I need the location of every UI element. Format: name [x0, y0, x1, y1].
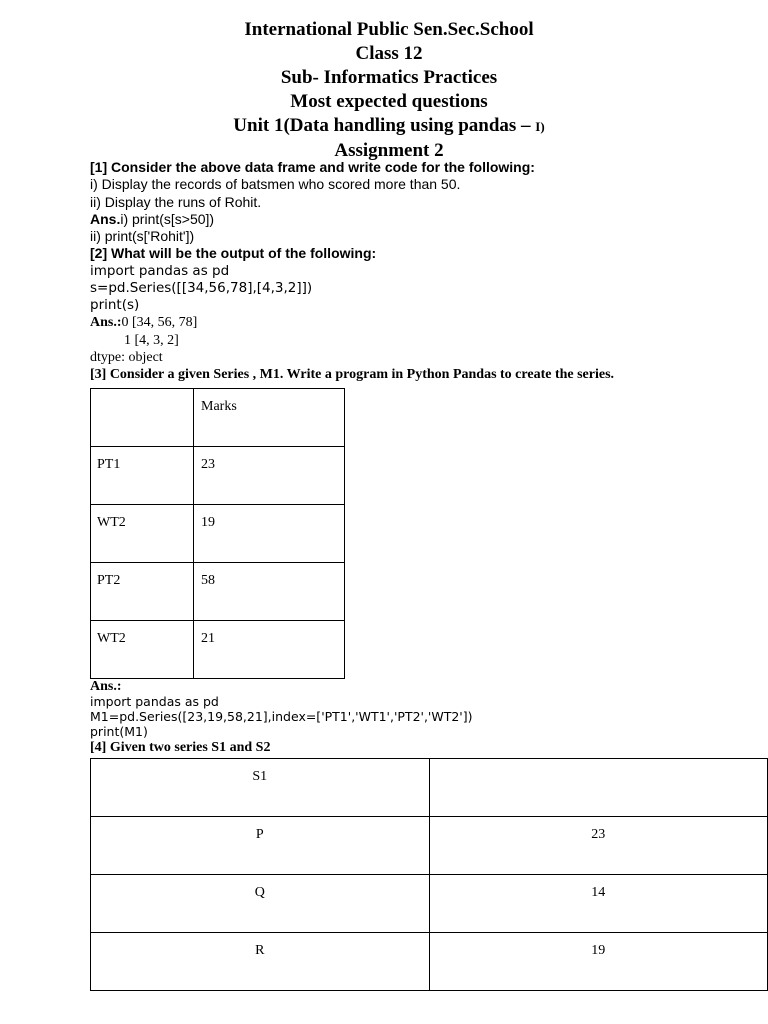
- assignment-title: Assignment 2: [334, 140, 444, 161]
- table-cell: 58: [194, 563, 345, 621]
- table-row: [91, 505, 345, 563]
- table-cell: 14: [429, 875, 767, 933]
- table-row: [91, 621, 345, 679]
- class-title: Class 12: [355, 43, 423, 64]
- table-cell: S1: [91, 759, 430, 817]
- table-cell: P: [91, 817, 430, 875]
- marks-table: [90, 388, 345, 679]
- table-cell: PT2: [91, 563, 194, 621]
- q1-answer2: ii) print(s['Rohit']): [90, 228, 195, 245]
- q2-code-line: import pandas as pd: [90, 262, 230, 279]
- table-header-row: [91, 389, 345, 447]
- q3-question: [3] Consider a given Series , M1. Write a program in Python Pandas to create the series.: [90, 367, 615, 383]
- q1-answer1: Ans.i) print(s[s>50]): [90, 210, 215, 227]
- table-cell: 23: [194, 447, 345, 505]
- table-row: [91, 817, 768, 875]
- table-cell: [91, 389, 194, 447]
- school-name: International Public Sen.Sec.School: [244, 19, 534, 40]
- table-cell: [429, 759, 767, 817]
- table-cell: R: [91, 933, 430, 991]
- questions-content: [90, 159, 768, 384]
- q2-question: [2] What will be the output of the following:: [90, 245, 377, 262]
- q1-question: [1] Consider the above data frame and write code for the following:: [90, 159, 535, 175]
- q1-part1: i) Display the records of batsmen who scored more than 50.: [90, 176, 461, 193]
- table-cell: 19: [194, 505, 345, 563]
- q3-code-line: print(M1): [90, 723, 148, 739]
- table-row: [91, 933, 768, 991]
- table-cell: Marks: [194, 389, 345, 447]
- q3-code-line: import pandas as pd: [90, 694, 219, 710]
- table-row: [91, 447, 345, 505]
- unit-title: Unit 1(Data handling using pandas – I): [233, 115, 545, 136]
- q2-code-line: s=pd.Series([[34,56,78],[4,3,2]]): [90, 279, 313, 296]
- q3-answer-label: Ans.:: [90, 679, 122, 694]
- table-cell: WT2: [91, 505, 194, 563]
- table-cell: 23: [429, 817, 767, 875]
- heading-title: Most expected questions: [290, 91, 488, 112]
- table-cell: Q: [91, 875, 430, 933]
- table-header-row: [91, 759, 768, 817]
- table-cell: WT2: [91, 621, 194, 679]
- table-row: [91, 563, 345, 621]
- table-cell: PT1: [91, 447, 194, 505]
- q2-answer-line2: 1 [4, 3, 2]: [124, 332, 179, 348]
- table-cell: 21: [194, 621, 345, 679]
- q2-code-line: print(s): [90, 297, 140, 314]
- q1-part2: ii) Display the runs of Rohit.: [90, 193, 262, 210]
- table-row: [91, 875, 768, 933]
- q2-answer-line3: dtype: object: [90, 349, 163, 365]
- series-table: [90, 758, 768, 991]
- document-header: [0, 18, 768, 163]
- q4-question: [4] Given two series S1 and S2: [90, 740, 271, 756]
- q3-answer-block: [90, 678, 768, 757]
- table-cell: 19: [429, 933, 767, 991]
- subject-title: Sub- Informatics Practices: [280, 67, 498, 88]
- q2-answer-line1: Ans.:0 [34, 56, 78]: [90, 315, 198, 331]
- q3-code-line: M1=pd.Series([23,19,58,21],index=['PT1','WT1','PT2','WT2']): [90, 709, 473, 724]
